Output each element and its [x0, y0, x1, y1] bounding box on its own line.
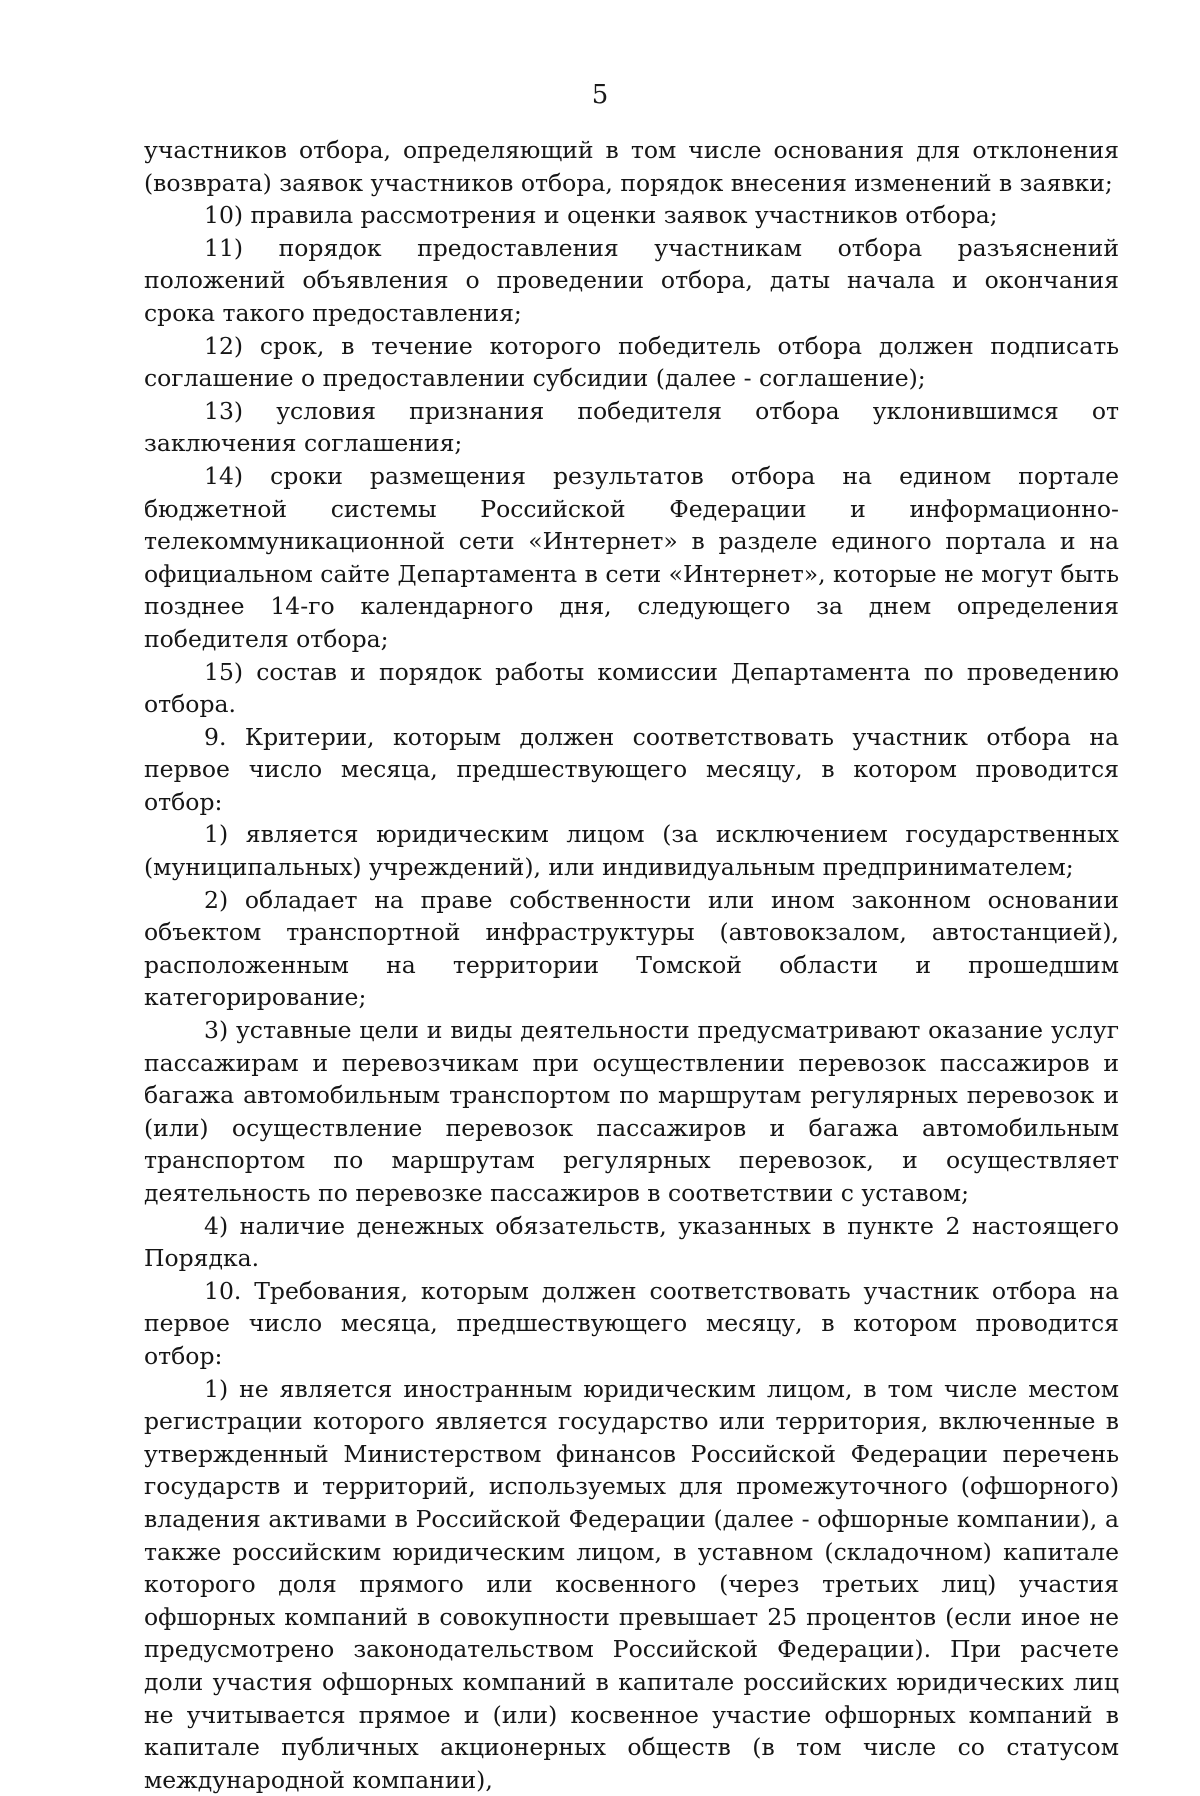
- paragraph-criterion-1: 1) является юридическим лицом (за исключением государственных (муниципальных) учреждений), или индивидуальным предпринимателем;: [144, 820, 1119, 882]
- paragraph-criterion-3: 3) уставные цели и виды деятельности предусматривают оказание услуг пассажирам и перевозчикам при осуществлении перевозок пассажиров и багажа автомобильным транспортом по маршрутам регулярных перевозок и (или) осуществление перевозок пассажиров и багажа автомобильным транспортом по маршрутам регулярных перевозок, и осуществляет деятельность по перевозке пассажиров в соответствии с уставом;: [144, 1016, 1119, 1207]
- paragraph-criterion-2: 2) обладает на праве собственности или ином законном основании объектом транспортной инфраструктуры (автовокзалом, автостанцией), расположенным на территории Томской области и прошедшим категорирование;: [144, 885, 1119, 1012]
- paragraph-item-15: 15) состав и порядок работы комиссии Департамента по проведению отбора.: [144, 657, 1119, 719]
- paragraph-requirement-1: 1) не является иностранным юридическим лицом, в том числе местом регистрации которого является государство или территория, включенные в утвержденный Министерством финансов Российской Федерации перечень государств и территорий, используемых для промежуточного (офшорного) владения активами в Российской Федерации (далее - офшорные компании), а также российским юридическим лицом, в уставном (складочном) капитале которого доля прямого или косвенного (через третьих лиц) участия офшорных компаний в совокупности превышает 25 процентов (если иное не предусмотрено законодательством Российской Федерации). При расчете доли участия офшорных компаний в капитале российских юридических лиц не учитывается прямое и (или) косвенное участие офшорных компаний в капитале публичных акционерных обществ (в том числе со статусом международной компании),: [144, 1374, 1119, 1794]
- document-body: [144, 134, 1119, 1796]
- paragraph-item-11: 11) порядок предоставления участникам отбора разъяснений положений объявления о проведении отбора, даты начала и окончания срока такого предоставления;: [144, 233, 1119, 327]
- page-number: 5: [591, 80, 609, 110]
- paragraph-item-13: 13) условия признания победителя отбора уклонившимся от заключения соглашения;: [144, 396, 1119, 458]
- paragraph-continuation: участников отбора, определяющий в том числе основания для отклонения (возврата) заявок участников отбора, порядок внесения изменений в заявки;: [144, 136, 1119, 197]
- paragraph-item-12: 12) срок, в течение которого победитель отбора должен подписать соглашение о предоставлении субсидии (далее - соглашение);: [144, 331, 1119, 393]
- paragraph-item-14: 14) сроки размещения результатов отбора на едином портале бюджетной системы Российской Федерации и информационно-телекоммуникационной сети «Интернет» в разделе единого портала и на официальном сайте Департамента в сети «Интернет», которые не могут быть позднее 14-го календарного дня, следующего за днем определения победителя отбора;: [144, 461, 1119, 653]
- paragraph-criterion-4: 4) наличие денежных обязательств, указанных в пункте 2 настоящего Порядка.: [144, 1211, 1119, 1273]
- paragraph-item-10: 10) правила рассмотрения и оценки заявок участников отбора;: [204, 201, 998, 230]
- paragraph-section-10: 10. Требования, которым должен соответствовать участник отбора на первое число месяца, предшествующего месяцу, в котором проводится отбор:: [144, 1276, 1119, 1370]
- paragraph-section-9: 9. Критерии, которым должен соответствовать участник отбора на первое число месяца, предшествующего месяцу, в котором проводится отбор:: [144, 722, 1119, 816]
